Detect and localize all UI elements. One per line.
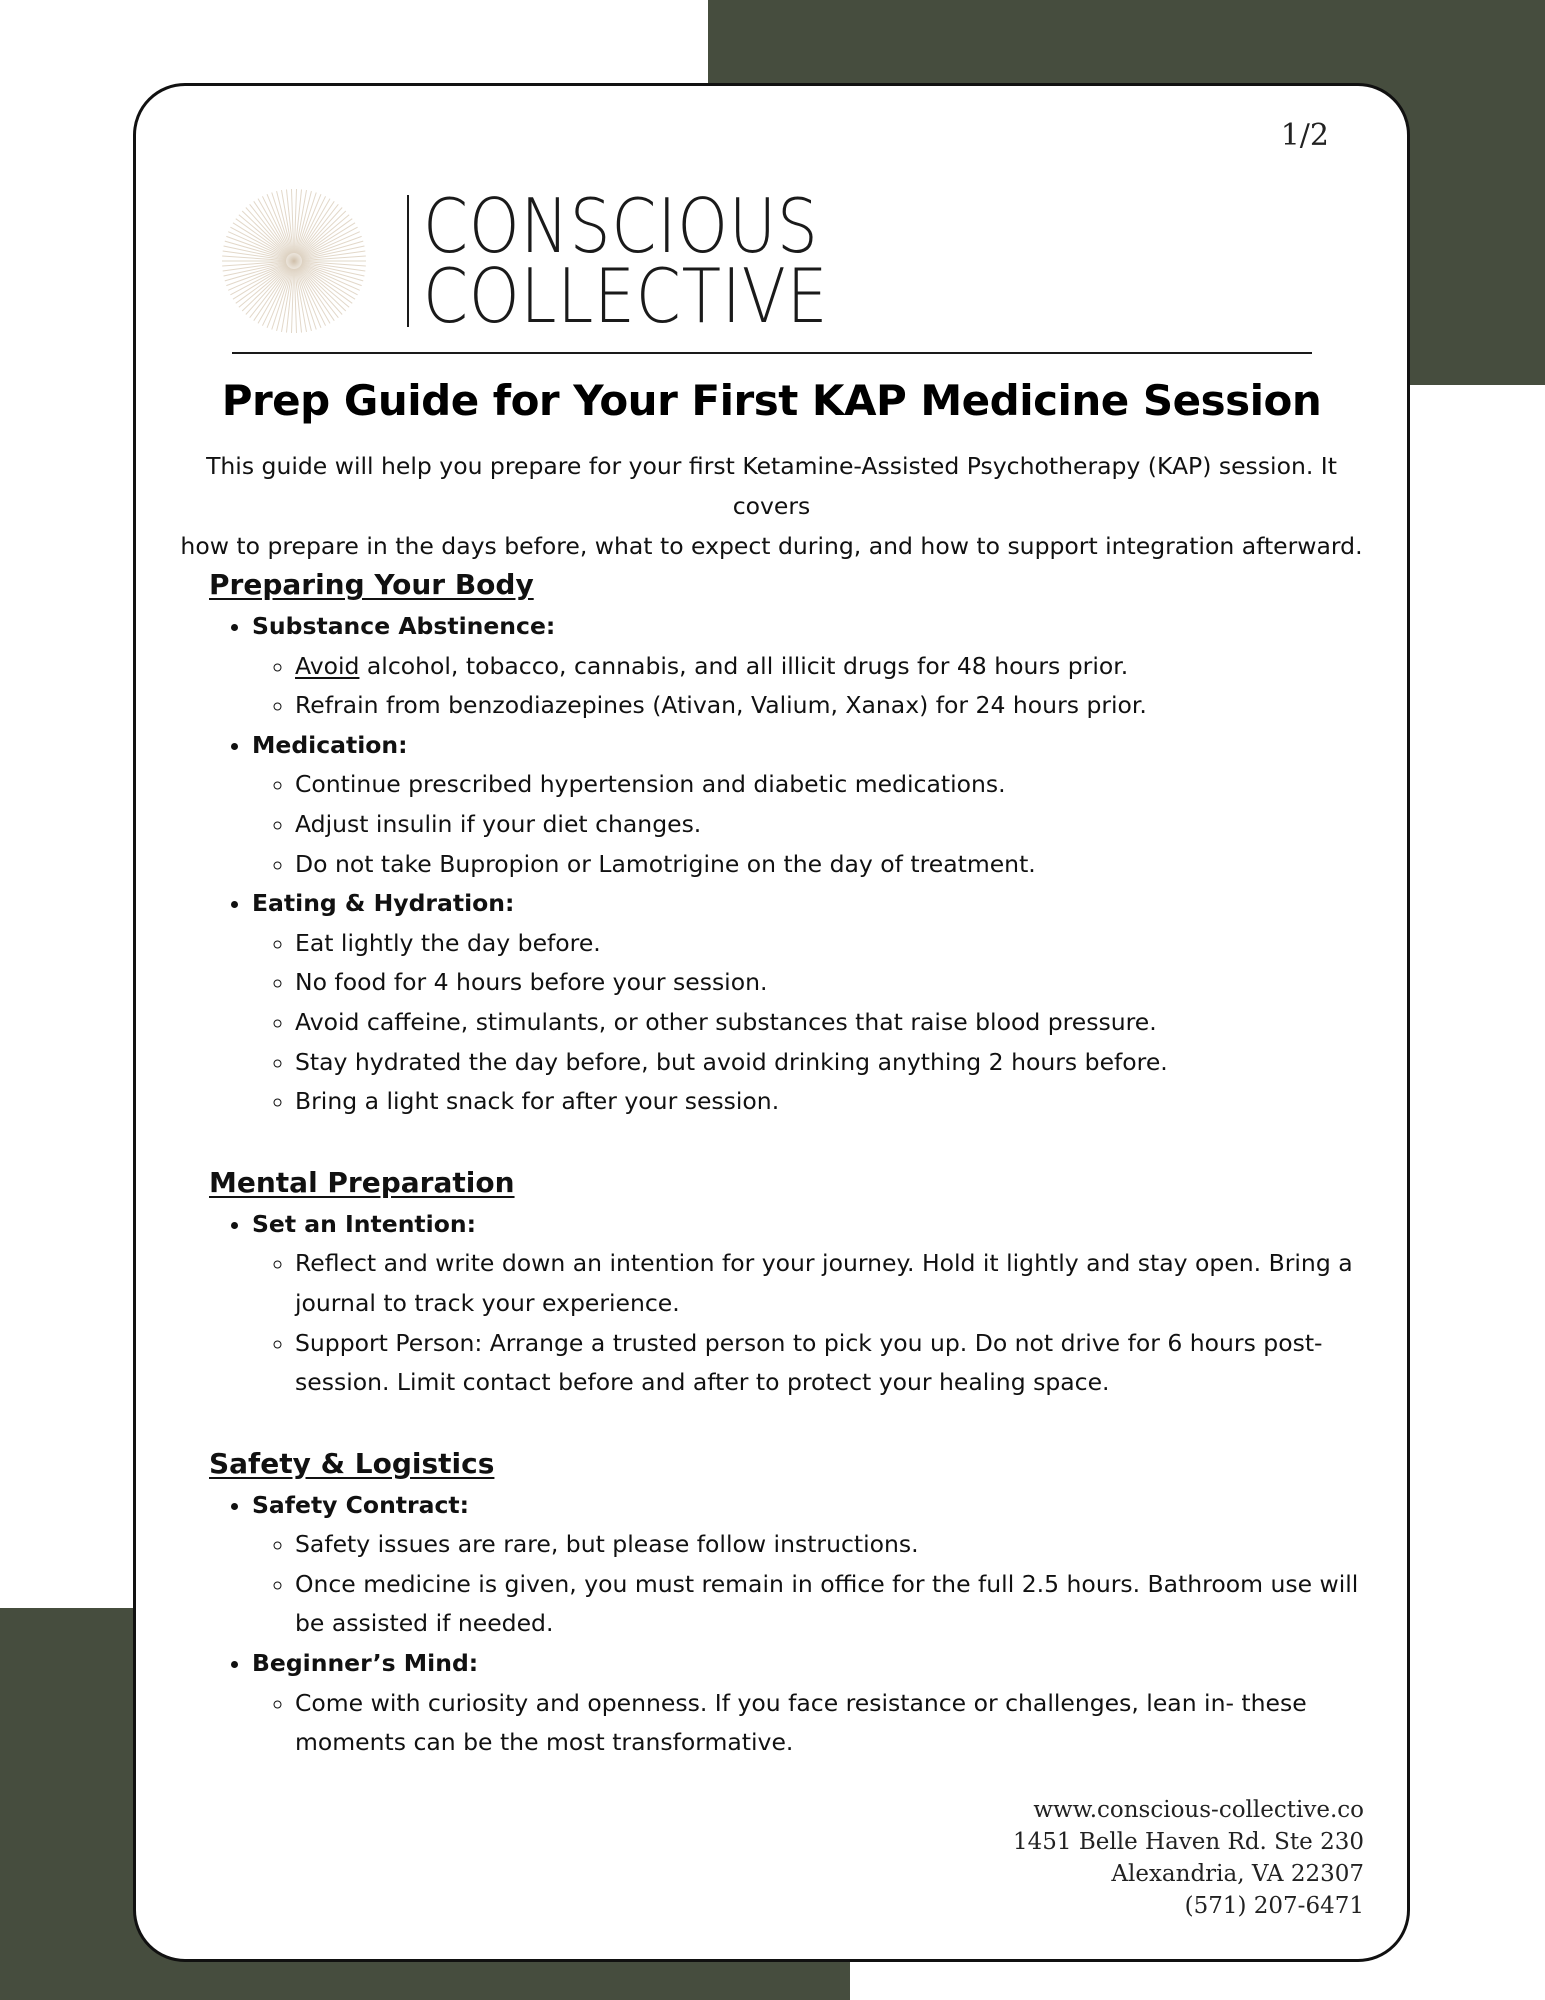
- page-number: 1/2: [1280, 118, 1329, 153]
- sub-list: [252, 1525, 1367, 1644]
- list-item: [252, 607, 1367, 726]
- intro-line-1: This guide will help you prepare for your first Ketamine-Assisted Psychotherapy (KAP) session. It covers: [206, 452, 1337, 520]
- sub-list-item: [295, 647, 1367, 687]
- sub-list: [252, 647, 1367, 726]
- item-label: Safety Contract:: [252, 1490, 470, 1519]
- sub-item-text: alcohol, tobacco, cannabis, and all illicit drugs for 48 hours prior.: [359, 651, 1129, 680]
- page-title: Prep Guide for Your First KAP Medicine Session: [221, 376, 1322, 425]
- item-label: Eating & Hydration:: [252, 889, 515, 918]
- sunburst-logo-icon: [219, 186, 369, 336]
- sub-list-item: ◦ Safety issues are rare, but please follow instructions.: [295, 1525, 1367, 1565]
- sub-list-item: ◦ Refrain from benzodiazepines (Ativan, Valium, Xanax) for 24 hours prior.: [295, 686, 1367, 726]
- address-line-1: 1451 Belle Haven Rd. Ste 230: [1013, 1829, 1364, 1855]
- section-preparing-body: [209, 563, 1367, 1122]
- list-item: [252, 884, 1367, 1122]
- sub-list: [252, 1684, 1367, 1763]
- sub-list-item: ◦ Avoid caffeine, stimulants, or other substances that raise blood pressure.: [295, 1003, 1367, 1043]
- list-item: [252, 1644, 1367, 1763]
- item-label: Substance Abstinence:: [252, 612, 556, 640]
- sunburst-center: [272, 239, 316, 283]
- list-item: [252, 1205, 1367, 1403]
- bullet-list: [209, 607, 1367, 1122]
- section-mental-preparation: [209, 1161, 1367, 1403]
- sub-list-item: ◦ Reflect and write down an intention for your journey. Hold it lightly and stay open. Bring a journal to track your experience.: [295, 1244, 1367, 1323]
- underlined-word: Avoid: [295, 651, 360, 680]
- section-heading: Preparing Your Body: [209, 568, 534, 601]
- sub-list-item: ◦ No food for 4 hours before your session.: [295, 963, 1367, 1003]
- sub-list-item: ◦ Eat lightly the day before.: [295, 924, 1367, 964]
- website-link[interactable]: www.conscious-collective.co: [1033, 1797, 1364, 1823]
- list-item: [252, 1486, 1367, 1644]
- sub-list: [252, 765, 1367, 884]
- brand-line-1: CONSCIOUS: [423, 182, 819, 270]
- document-card: [133, 83, 1410, 1962]
- item-label: Beginner’s Mind:: [252, 1649, 479, 1678]
- section-heading: Mental Preparation: [209, 1165, 515, 1199]
- intro-line-2: how to prepare in the days before, what to expect during, and how to support integration afterward.: [180, 532, 1363, 560]
- contact-info: [1013, 1794, 1364, 1922]
- item-label: Set an Intention:: [252, 1209, 476, 1238]
- bullet-list: [209, 1486, 1367, 1763]
- section-heading: Safety & Logistics: [209, 1446, 495, 1480]
- section-safety-logistics: [209, 1442, 1367, 1763]
- brand-line-2: COLLECTIVE: [423, 252, 829, 340]
- sub-list-item: ◦ Come with curiosity and openness. If you face resistance or challenges, lean in- these moments can be the most transformative.: [295, 1684, 1367, 1763]
- address-line-2: Alexandria, VA 22307: [1111, 1861, 1364, 1887]
- sub-list-item: ◦ Stay hydrated the day before, but avoid drinking anything 2 hours before.: [295, 1043, 1367, 1083]
- bullet-list: [209, 1205, 1367, 1403]
- header-divider: [232, 352, 1312, 354]
- intro-paragraph: [176, 446, 1367, 566]
- list-item: [252, 726, 1367, 884]
- brand-wordmark: [423, 182, 829, 340]
- sub-list-item: ◦ Bring a light snack for after your session.: [295, 1082, 1367, 1122]
- sub-list-item: ◦ Once medicine is given, you must remain in office for the full 2.5 hours. Bathroom use will be assisted if needed.: [295, 1565, 1367, 1644]
- logo-divider: [407, 195, 409, 327]
- phone-number[interactable]: (571) 207-6471: [1184, 1893, 1364, 1919]
- sub-list-item: ◦ Do not take Bupropion or Lamotrigine on the day of treatment.: [295, 845, 1367, 885]
- sub-list-item: ◦ Continue prescribed hypertension and diabetic medications.: [295, 765, 1367, 805]
- sub-list-item: ◦ Support Person: Arrange a trusted person to pick you up. Do not drive for 6 hours post-session. Limit contact before and after to protect your healing space.: [295, 1324, 1367, 1403]
- brand-logo: [219, 182, 894, 340]
- guide-content: [209, 563, 1367, 1802]
- sub-list: [252, 1244, 1367, 1402]
- sub-list: [252, 924, 1367, 1122]
- item-label: Medication:: [252, 730, 408, 759]
- sub-list-item: ◦ Adjust insulin if your diet changes.: [295, 805, 1367, 845]
